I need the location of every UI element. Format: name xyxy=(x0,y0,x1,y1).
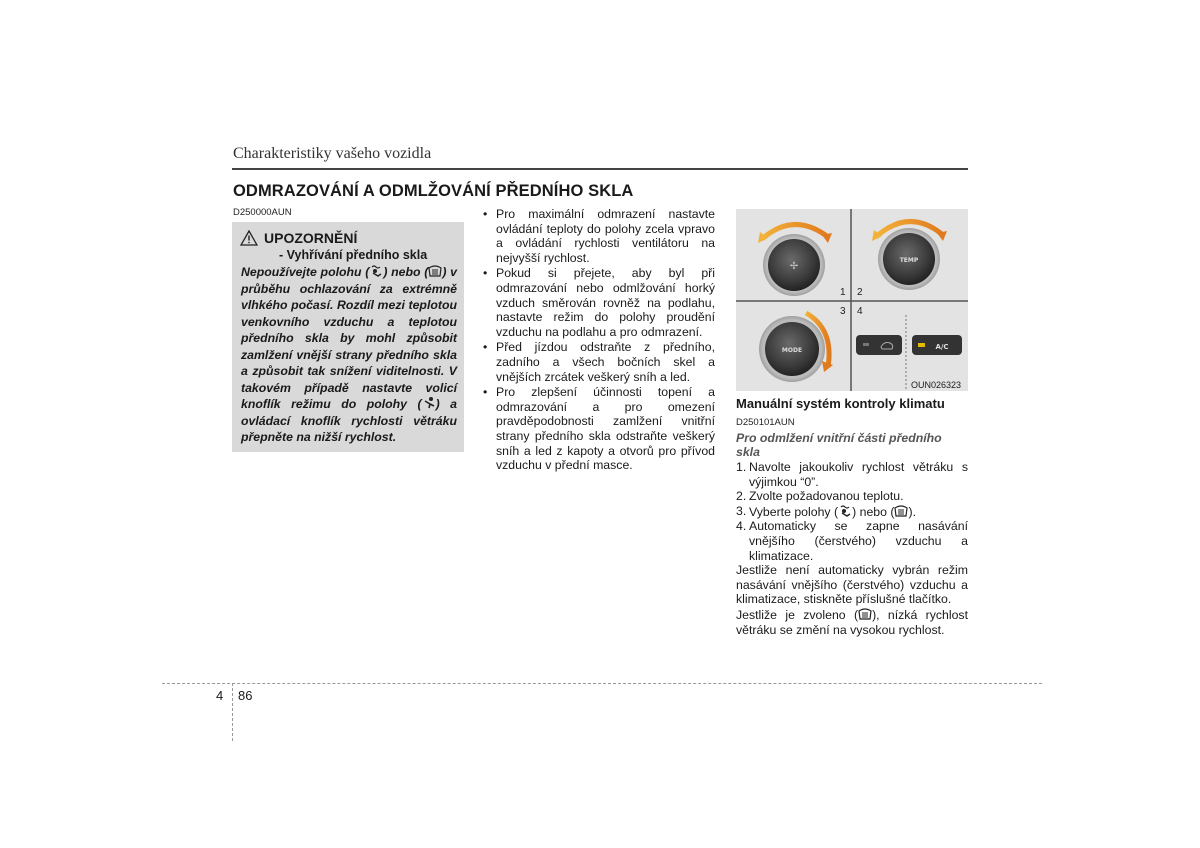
climate-control-figure xyxy=(736,209,968,391)
section-code: D250000AUN xyxy=(233,207,292,218)
header-rule xyxy=(232,168,968,170)
step-number: 3. xyxy=(736,503,747,518)
step-text: Navolte jakoukoliv rychlost větráku s výjimkou “0”. xyxy=(749,460,968,489)
svg-text:2: 2 xyxy=(857,287,863,298)
warning-text-part: ) a ovládací knoflík rychlosti větráku přepněte na nižší rychlost. xyxy=(241,397,457,444)
right-section-title: Manuální systém kontroly klimatu xyxy=(736,396,945,411)
warning-heading xyxy=(240,230,357,246)
step-item xyxy=(736,489,968,504)
paragraph-part: Jestliže je zvoleno ( xyxy=(736,607,859,622)
step-number: 1. xyxy=(736,460,747,474)
climate-control-illustration xyxy=(736,209,968,391)
chapter-header: Charakteristiky vašeho vozidla xyxy=(233,145,432,162)
warning-text-part: Nepoužívejte polohu ( xyxy=(241,265,370,279)
svg-text:A/C: A/C xyxy=(935,343,949,351)
warning-triangle-icon xyxy=(240,230,258,246)
list-item: • Před jízdou odstraňte z předního, zadního a všech bočních skel a vnějších zrcátek veškerý sníh a led. xyxy=(481,340,715,384)
step-number: 2. xyxy=(736,489,747,504)
right-section-code: D250101AUN xyxy=(736,417,795,428)
figure-code: OUN026323 xyxy=(911,380,962,390)
step-text: Zvolte požadovanou teplotu. xyxy=(749,489,904,504)
warning-subheading: - Vyhřívání předního skla xyxy=(279,248,428,262)
warning-box xyxy=(232,222,464,452)
paragraph xyxy=(736,607,968,637)
floor-defrost-icon xyxy=(838,504,852,518)
svg-text:3: 3 xyxy=(840,306,846,317)
list-item: • Pro maximální odmrazení nastavte ovládání teploty do polohy zcela vpravo a ovládání rychlosti ventilátoru na nejvyšší rychlost. xyxy=(481,207,715,265)
warning-heading-text: UPOZORNĚNÍ xyxy=(264,230,358,246)
footer-divider xyxy=(232,683,233,741)
paragraph-part: ), nízká rychlost větráku se změní na vysokou rychlost. xyxy=(736,607,968,637)
list-item: • Pro zlepšení účinnosti topení a odmrazování a pro omezení pravděpodobnosti zamlžení vnitřní strany předního skla odstraňte veškerý sníh a led z kapoty a otvorů pro přívod vzduchu v přední masce. xyxy=(481,385,715,473)
step-item xyxy=(736,519,968,563)
steps-list xyxy=(736,460,968,563)
bullet-list xyxy=(481,207,715,473)
step-text: Vyberte polohy ( xyxy=(749,504,839,519)
step-text: ) nebo ( xyxy=(852,504,895,519)
svg-text:MODE: MODE xyxy=(781,347,803,354)
floor-defrost-icon xyxy=(369,264,383,278)
warning-text-part: ) nebo ( xyxy=(383,265,429,279)
page-chapter: 4 xyxy=(216,688,224,703)
steps-block xyxy=(736,460,968,637)
step-number: 4. xyxy=(736,519,747,534)
middle-column xyxy=(481,207,715,474)
step-text: Automaticky se zapne nasávání vnějšího (čerstvého) vzduchu a klimatizace. xyxy=(749,519,968,563)
step-item xyxy=(736,504,968,520)
footer-rule xyxy=(162,683,1042,684)
svg-text:TEMP: TEMP xyxy=(899,257,919,264)
windshield-defrost-icon xyxy=(894,504,908,518)
step-item xyxy=(736,460,968,489)
step-text: ). xyxy=(908,504,916,519)
warning-text xyxy=(241,264,457,446)
floor-vent-icon xyxy=(422,396,436,410)
warning-text-part: ) v průběhu ochlazování za extrémně vlhkého počasí. Rozdíl mezi teplotou venkovního vzduchu a teplotou předního skla by mohl způsobit zamlžení vnější strany předního skla a způsobit tak snížení viditelnosti. V takovém případě nastavte volicí knoflík režimu do polohy ( xyxy=(241,265,457,411)
windshield-defrost-icon xyxy=(428,264,442,278)
recirc-button xyxy=(856,335,902,355)
paragraph: Jestliže není automaticky vybrán režim nasávání vnějšího (čerstvého) vzduchu a klimatizace, stiskněte příslušné tlačítko. xyxy=(736,563,968,607)
windshield-defrost-icon xyxy=(858,607,872,621)
section-title: ODMRAZOVÁNÍ A ODMLŽOVÁNÍ PŘEDNÍHO SKLA xyxy=(233,182,634,200)
svg-text:✢: ✢ xyxy=(789,261,799,272)
page-number: 86 xyxy=(238,688,253,703)
svg-text:4: 4 xyxy=(857,306,863,317)
svg-text:1: 1 xyxy=(840,287,846,298)
list-item: • Pokud si přejete, aby byl při odmrazování nebo odmlžování horký vzduch směrován rovněž na podlahu, nastavte režim do polohy proudění vzduchu na podlahu a pro odmrazení. xyxy=(481,266,715,339)
right-subtitle: Pro odmlžení vnitřní části předního skla xyxy=(736,431,942,459)
